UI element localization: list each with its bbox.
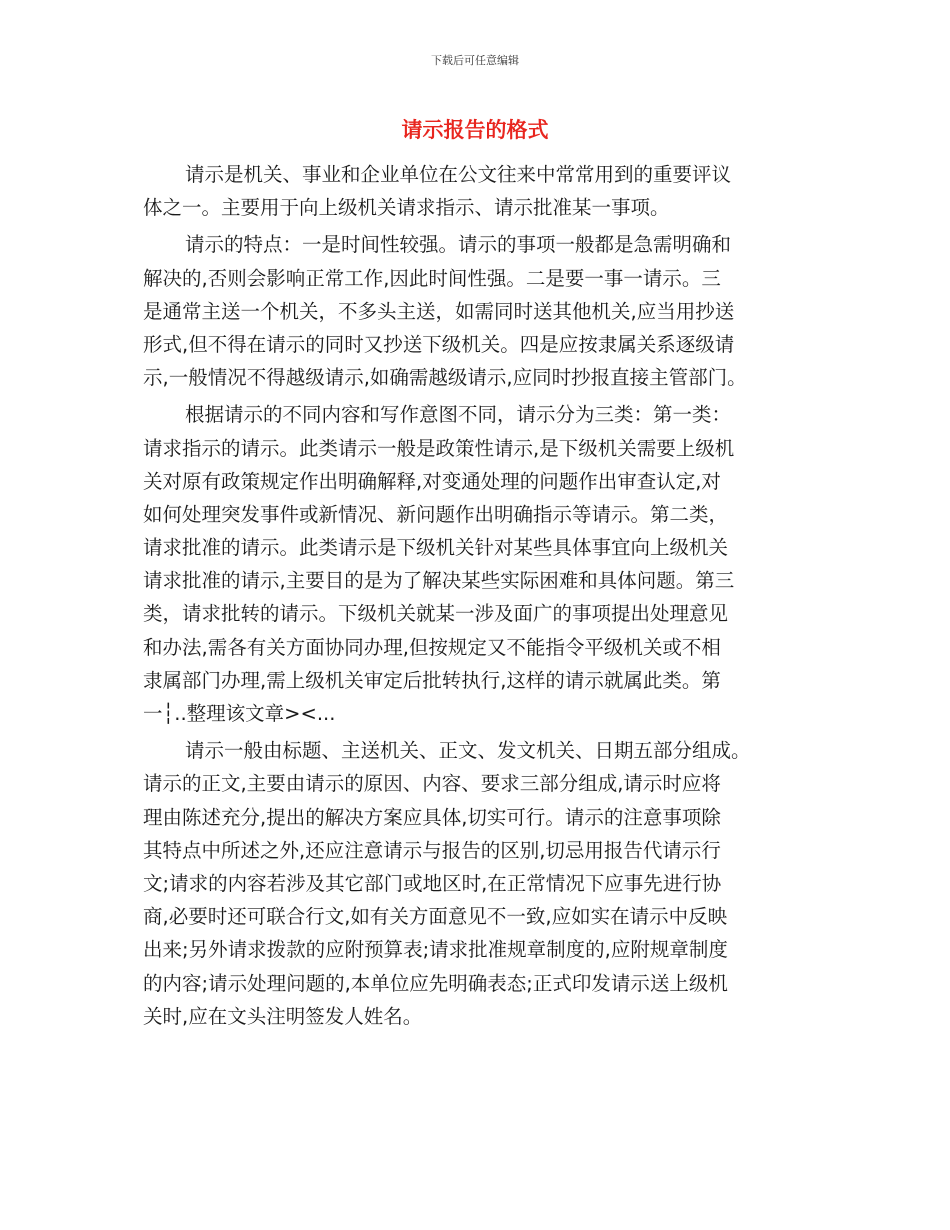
paragraph-line: 关时,应在文头注明签发人姓名。 [143, 1004, 423, 1028]
document-body [143, 158, 815, 1033]
paragraph-line: 请示是机关、事业和企业单位在公文往来中常常用到的重要评议 [185, 163, 732, 186]
paragraph-line: 文;请求的内容若涉及其它部门或地区时,在正常情况下应事先进行协 [143, 871, 722, 895]
paragraph-line: 和办法,需各有关方面协同办理,但按规定又不能指令平级机关或不相 [143, 635, 721, 659]
paragraph-line: 如何处理突发事件或新情况、新问题作出明确指示等请示。第二类， [143, 502, 729, 526]
paragraph-line: 商,必要时还可联合行文,如有关方面意见不一致,应如实在请示中反映 [143, 905, 728, 929]
paragraph-line: 的内容;请示处理问题的,本单位应先明确表态;正式印发请示送上级机 [143, 971, 728, 995]
paragraph-line: 隶属部门办理,需上级机关审定后批转执行,这样的请示就属此类。第 [143, 668, 721, 692]
paragraph-line: 关对原有政策规定作出明确解释,对变通处理的问题作出审查认定,对 [143, 469, 721, 493]
paragraph-line: 体之一。主要用于向上级机关请求指示、请示批准某一事项。 [143, 196, 670, 220]
paragraph-line: 请求批准的请示,主要目的是为了解决某些实际困难和具体问题。第三 [143, 569, 735, 593]
paragraph-line: 其特点中所述之外,还应注意请示与报告的区别,切忌用报告代请示行 [143, 838, 721, 862]
paragraph-line: 类，请求批转的请示。下级机关就某一涉及面广的事项提出处理意见 [143, 602, 729, 626]
paragraph [143, 228, 815, 394]
paragraph-line: 理由陈述充分,提出的解决方案应具体,切实可行。请示的注意事项除 [143, 805, 721, 829]
paragraph-line: 是通常主送一个机关，不多头主送，如需同时送其他机关,应当用抄送 [143, 299, 735, 323]
paragraph-line: 请示的特点：一是时间性较强。请示的事项一般都是急需明确和 [185, 233, 732, 257]
paragraph-line: 请示的正文,主要由请示的原因、内容、要求三部分组成,请示时应将 [143, 772, 721, 796]
paragraph-line: 请求批准的请示。此类请示是下级机关针对某些具体事宜向上级机关 [143, 536, 729, 560]
paragraph-line: 形式,但不得在请示的同时又抄送下级机关。四是应按隶属关系逐级请 [143, 332, 735, 356]
paragraph-line: 出来;另外请求拨款的应附预算表;请求批准规章制度的,应附规章制度 [143, 938, 728, 962]
paragraph-line: 请示一般由标题、主送机关、正文、发文机关、日期五部分组成。 [185, 739, 751, 763]
paragraph [143, 158, 815, 224]
paragraph [143, 398, 815, 730]
paragraph [143, 734, 815, 1033]
paragraph-line: 请求指示的请示。此类请示一般是政策性请示,是下级机关需要上级机 [143, 436, 735, 460]
paragraph-line: 根据请示的不同内容和写作意图不同，请示分为三类：第一类： [185, 403, 732, 427]
paragraph-line: 一┆..整理该文章><... [143, 702, 336, 725]
paragraph-line: 示,一般情况不得越级请示,如确需越级请示,应同时抄报直接主管部门。 [143, 366, 747, 390]
paragraph-line: 解决的,否则会影响正常工作,因此时间性强。二是要一事一请示。三 [143, 266, 721, 290]
document-title: 请示报告的格式 [401, 118, 549, 142]
page-header: 下载后可任意编辑 [431, 54, 519, 67]
